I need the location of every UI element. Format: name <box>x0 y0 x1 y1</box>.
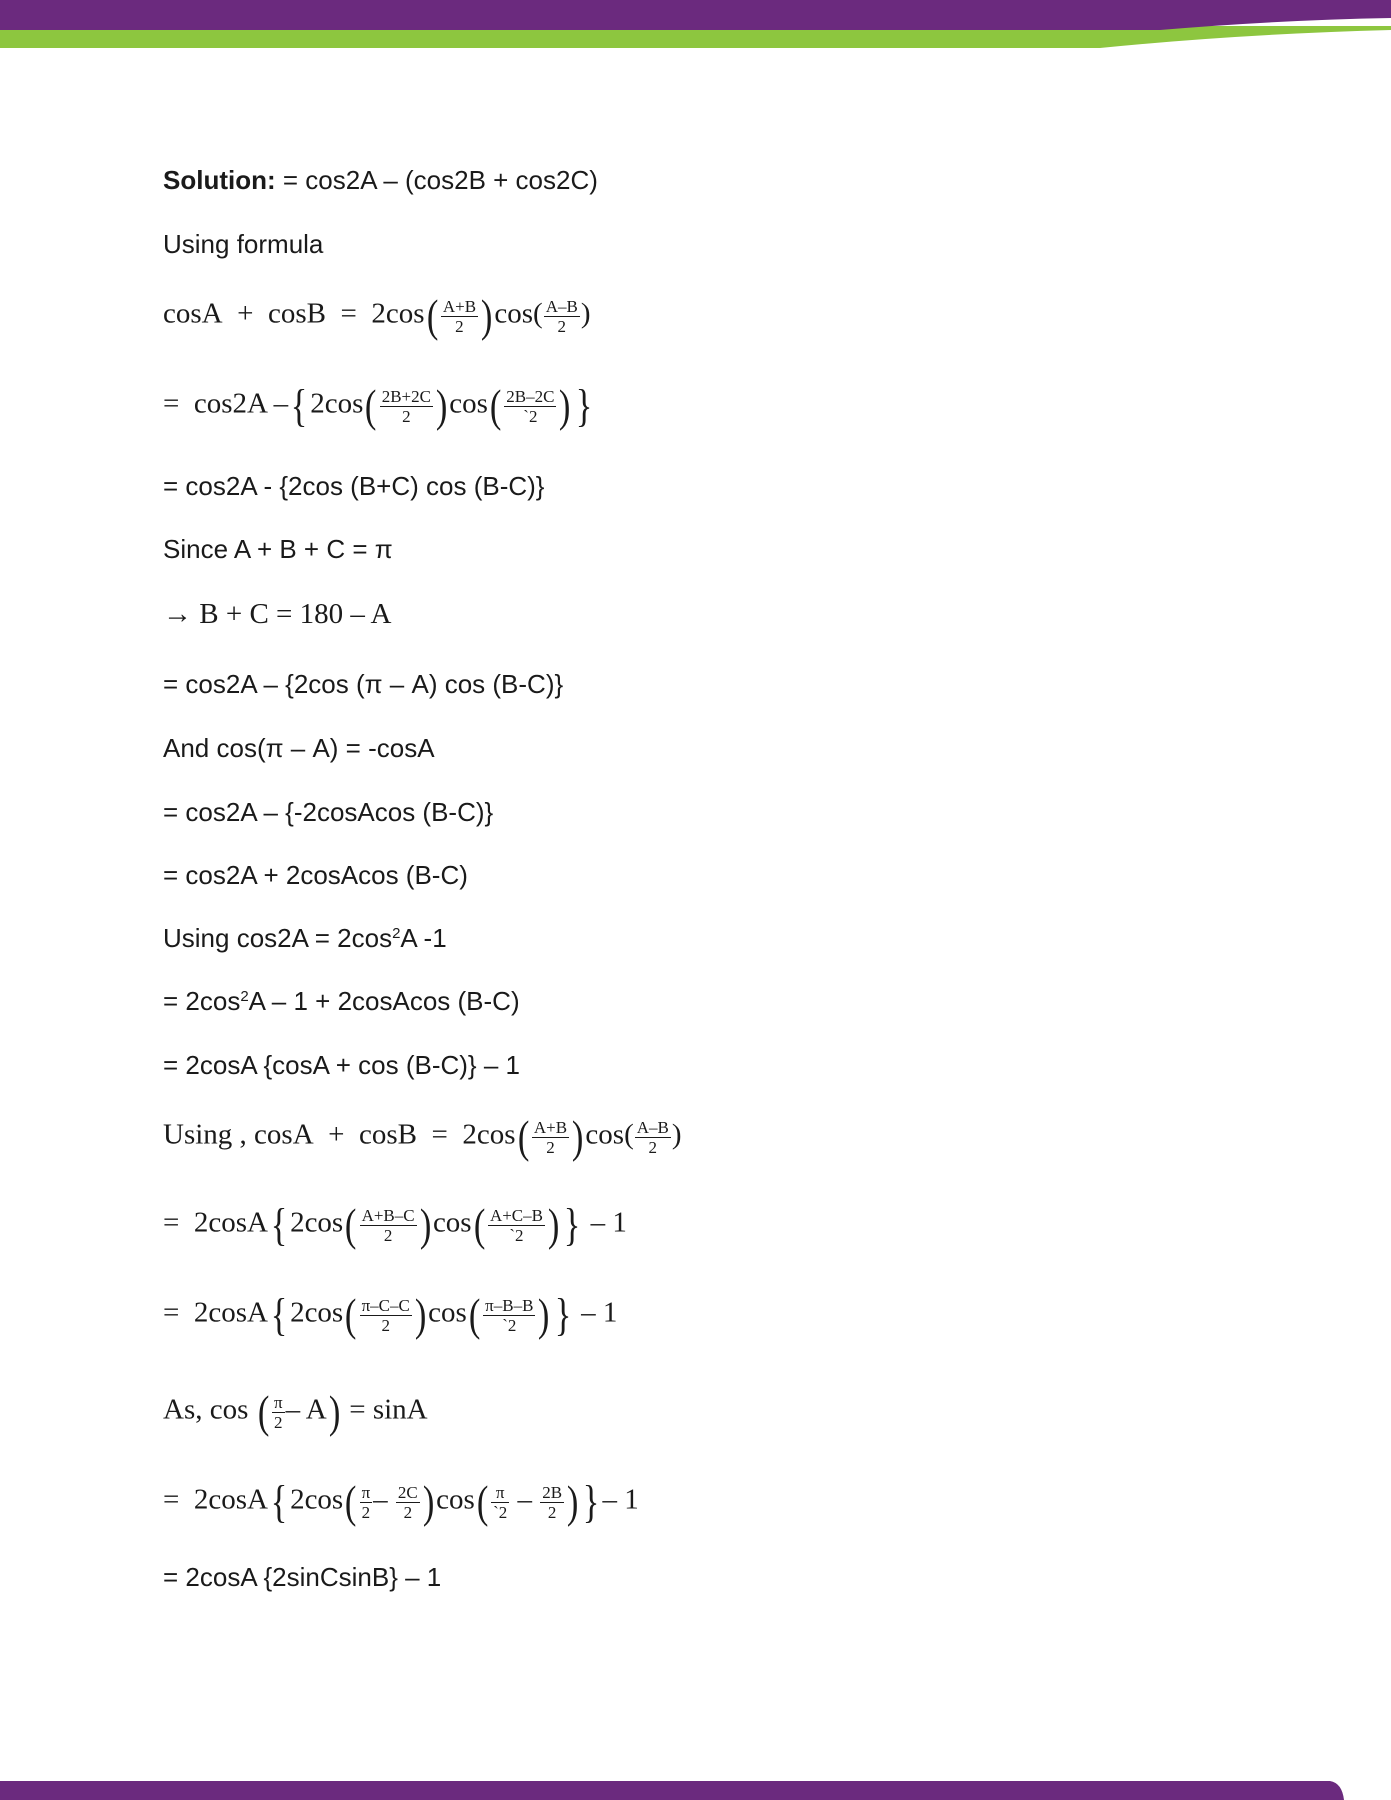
formula-line-18 <box>163 1386 428 1437</box>
op: – <box>517 1483 532 1516</box>
paren: ( <box>257 1386 270 1437</box>
op: = <box>431 1118 448 1151</box>
numerator: A+B–C <box>361 1205 415 1225</box>
solution-line-5: = cos2A - {2cos (B+C) cos (B-C)} <box>163 471 545 501</box>
solution-line-1 <box>163 164 598 196</box>
term: cos <box>494 297 534 330</box>
brace: { <box>270 1289 288 1340</box>
paren: ( <box>426 290 438 341</box>
paren: ( <box>365 380 377 431</box>
term: cos <box>428 1296 467 1329</box>
numerator: π <box>273 1392 283 1412</box>
solution-line-13 <box>163 985 520 1017</box>
op: = <box>163 1296 180 1329</box>
fraction <box>360 1483 373 1522</box>
paren: ) <box>559 380 571 431</box>
op: = <box>340 297 357 330</box>
op: = <box>163 1206 180 1239</box>
solution-line-1-text: = cos2A – (cos2B + cos2C) <box>275 165 598 195</box>
numerator: A–B <box>545 296 578 316</box>
denominator: 2 <box>381 1315 390 1335</box>
paren: ( <box>476 1476 489 1527</box>
term: cos <box>432 1206 472 1239</box>
formula-line-16 <box>163 1199 627 1250</box>
denominator: 2 <box>402 406 411 426</box>
numerator: A–B <box>636 1117 669 1137</box>
solution-line-14: = 2cosA {cosA + cos (B-C)} – 1 <box>163 1050 520 1080</box>
paren: ( <box>345 1289 357 1340</box>
fraction <box>272 1393 285 1432</box>
formula-line-17 <box>163 1289 618 1340</box>
paren: ( <box>489 380 502 431</box>
formula-line-19 <box>163 1476 639 1527</box>
term: 2cosA <box>193 1206 268 1239</box>
numerator: A+C–B <box>489 1205 543 1225</box>
op: = <box>163 387 180 420</box>
paren: ) <box>419 1199 432 1250</box>
brace: } <box>564 1199 581 1250</box>
op: + <box>328 1118 345 1151</box>
formula-line-4 <box>163 380 595 431</box>
denominator: `2 <box>493 1502 508 1522</box>
solution-line-6: Since A + B + C = π <box>163 534 393 564</box>
numerator: 2B+2C <box>381 386 431 406</box>
paren: ) <box>414 1289 427 1340</box>
footer-purple-stripe <box>0 1781 1344 1800</box>
superscript: 2 <box>240 988 249 1005</box>
paren: ( <box>473 1199 486 1250</box>
term: 2cos <box>462 1118 516 1151</box>
denominator: 2 <box>361 1502 371 1522</box>
paren: ) <box>567 1476 579 1527</box>
term: As, cos <box>163 1393 249 1426</box>
solution-line-20: = 2cosA {2sinCsinB} – 1 <box>163 1562 442 1592</box>
brace: { <box>290 380 308 431</box>
superscript: 2 <box>392 925 401 942</box>
fraction <box>441 297 478 336</box>
denominator: `2 <box>523 406 538 426</box>
solution-line-10: = cos2A – {-2cosAcos (B-C)} <box>163 797 494 827</box>
term: cos <box>585 1118 625 1151</box>
denominator: `2 <box>509 1225 524 1245</box>
denominator: 2 <box>557 316 567 336</box>
term: 2cos <box>371 297 425 330</box>
denominator: 2 <box>383 1225 393 1245</box>
numerator: A+B <box>533 1117 568 1137</box>
fraction <box>483 1296 535 1335</box>
fraction <box>488 1206 545 1245</box>
fraction <box>540 1483 564 1522</box>
op: – <box>373 1483 388 1516</box>
header-purple-stripe <box>0 0 1391 30</box>
paren: ) <box>538 1289 550 1340</box>
term: 2cos <box>290 1483 344 1516</box>
formula-sum-to-product: cosA + cosB = 2cos( $\frac{A+B}{2}$ )cos( $\frac{A-B}{2}$ ) <box>163 290 591 341</box>
denominator: `2 <box>502 1315 517 1335</box>
term: 2cos <box>290 1206 344 1239</box>
paren: ( <box>345 1476 357 1527</box>
term: cos <box>436 1483 475 1516</box>
paren: ) <box>480 290 493 341</box>
term: 2cosA <box>193 1483 268 1516</box>
term: cosA <box>163 297 223 330</box>
numerator: A+B <box>442 296 477 316</box>
footer-band <box>0 1776 1391 1800</box>
numerator: π–C–C <box>361 1295 410 1315</box>
brace: } <box>554 1289 572 1340</box>
term: 2cosA <box>193 1296 268 1329</box>
formula-line-15: Using , cosA + cosB = 2cos( $\frac{A+B}{2}$ )cos( $\frac{A-B}{2}$ ) <box>163 1111 682 1162</box>
paren: ) <box>571 1111 584 1162</box>
solution-label: Solution: <box>163 165 276 195</box>
paren: ) <box>435 380 448 431</box>
op: + <box>237 297 254 330</box>
term: cos <box>449 387 488 420</box>
solution-line-8: = cos2A – {2cos (π – A) cos (B-C)} <box>163 669 564 699</box>
text: A – 1 + 2cosAcos (B-C) <box>248 986 520 1016</box>
denominator: 2 <box>274 1412 283 1432</box>
denominator: 2 <box>648 1137 658 1157</box>
paren: ) <box>547 1199 560 1250</box>
text: Using cos2A = 2cos <box>163 923 393 953</box>
text: = 2cos <box>163 986 241 1016</box>
brace: } <box>583 1476 600 1527</box>
op: = <box>163 1483 180 1516</box>
paren: ( <box>517 1111 529 1162</box>
term: cosB <box>267 297 326 330</box>
paren: ) <box>328 1386 341 1437</box>
paren: ( <box>468 1289 481 1340</box>
numerator: π <box>361 1482 371 1502</box>
term: cos2A – <box>193 387 289 420</box>
numerator: 2C <box>397 1482 418 1502</box>
term: = sinA <box>349 1393 428 1426</box>
brace: } <box>575 380 593 431</box>
fraction <box>360 1296 412 1335</box>
fraction <box>504 387 556 426</box>
solution-line-7: → B + C = 180 – A <box>163 598 392 630</box>
term: Using , cosA <box>163 1118 314 1151</box>
term: – 1 <box>590 1206 627 1239</box>
numerator: π <box>491 1483 509 1503</box>
solution-line-2: Using formula <box>163 229 324 259</box>
denominator: 2 <box>455 316 464 336</box>
denominator: 2 <box>546 1137 555 1157</box>
paren: ) <box>422 1476 435 1527</box>
text: A -1 <box>400 923 447 953</box>
term: 2cos <box>290 1296 344 1329</box>
numerator: 2B <box>542 1482 563 1502</box>
term: – 1 <box>602 1483 639 1516</box>
brace: { <box>270 1476 288 1527</box>
brace: { <box>270 1199 288 1250</box>
numerator: π–B–B <box>485 1295 534 1315</box>
term: – 1 <box>581 1296 618 1329</box>
solution-line-11: = cos2A + 2cosAcos (B-C) <box>163 860 468 890</box>
solution-line-12 <box>163 922 447 954</box>
paren: ( <box>345 1199 357 1250</box>
fraction <box>491 1483 509 1522</box>
fraction <box>380 387 433 426</box>
fraction <box>360 1206 417 1245</box>
solution-line-9: And cos(π – A) = -cosA <box>163 733 435 763</box>
numerator: 2B–2C <box>506 386 555 406</box>
fraction <box>635 1118 671 1157</box>
term: – A <box>285 1393 327 1426</box>
fraction <box>532 1118 569 1157</box>
term: cosB <box>359 1118 417 1151</box>
fraction <box>396 1483 420 1522</box>
term: 2cos <box>310 387 364 420</box>
denominator: 2 <box>403 1502 413 1522</box>
denominator: 2 <box>547 1502 557 1522</box>
header-band <box>0 0 1391 52</box>
fraction <box>544 297 580 336</box>
